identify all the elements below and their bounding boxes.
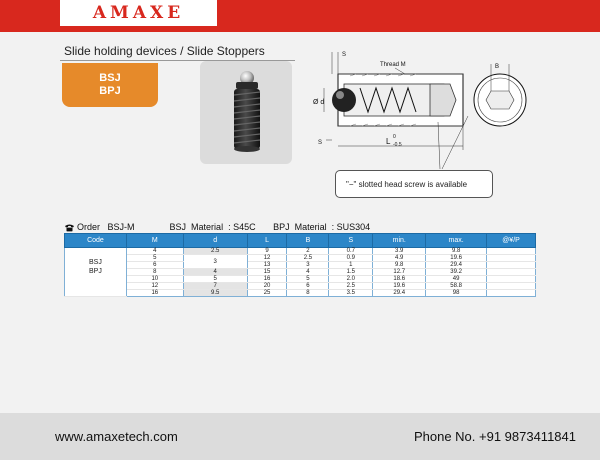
dim-l: L bbox=[386, 137, 391, 146]
cell-min: 18.6 bbox=[373, 276, 426, 283]
badge-line-bpj: BPJ bbox=[99, 85, 121, 97]
table-row bbox=[65, 283, 536, 290]
cell-price bbox=[487, 290, 536, 297]
header-max: max. bbox=[426, 234, 487, 248]
cell-m: 5 bbox=[126, 255, 183, 262]
product-photo bbox=[200, 61, 292, 164]
cell-l: 9 bbox=[247, 248, 287, 255]
page-title: Slide holding devices / Slide Stoppers bbox=[64, 44, 265, 58]
dim-s-top: S bbox=[342, 52, 347, 58]
cell-max: 29.4 bbox=[426, 262, 487, 269]
spec-table bbox=[64, 233, 536, 297]
cell-s: 0.7 bbox=[329, 248, 373, 255]
header-price: @¥/P bbox=[487, 234, 536, 248]
dim-l-tol-upper: 0 bbox=[393, 134, 396, 140]
cell-min: 19.6 bbox=[373, 283, 426, 290]
table-row bbox=[65, 276, 536, 283]
cell-m: 12 bbox=[126, 283, 183, 290]
thread-label: Thread M bbox=[380, 62, 406, 68]
cell-price bbox=[487, 283, 536, 290]
cell-b: 4 bbox=[287, 269, 329, 276]
cell-d: 4 bbox=[183, 269, 247, 276]
order-label: Order bbox=[77, 222, 101, 232]
cell-price bbox=[487, 269, 536, 276]
technical-drawing bbox=[310, 44, 540, 179]
header-d: d bbox=[183, 234, 247, 248]
bsj-material: BSJ Material : S45C bbox=[169, 222, 256, 232]
header-b: B bbox=[287, 234, 329, 248]
table-row bbox=[65, 262, 536, 269]
dim-b: B bbox=[495, 64, 500, 70]
logo-text: AMAXE bbox=[92, 3, 185, 23]
cell-l: 12 bbox=[247, 255, 287, 262]
table-row bbox=[65, 255, 536, 262]
cell-l: 20 bbox=[247, 283, 287, 290]
footer-bar bbox=[0, 413, 600, 460]
dim-s-bottom: S bbox=[318, 140, 323, 146]
cell-d: 5 bbox=[183, 276, 247, 283]
table-row bbox=[65, 269, 536, 276]
code-bsj: BSJ bbox=[89, 259, 102, 266]
cell-s: 1 bbox=[329, 262, 373, 269]
cell-d: 7 bbox=[183, 283, 247, 290]
cell-s: 0.9 bbox=[329, 255, 373, 262]
cell-price bbox=[487, 255, 536, 262]
brand-logo[interactable] bbox=[60, 0, 217, 26]
phone-icon bbox=[64, 223, 75, 232]
cell-min: 12.7 bbox=[373, 269, 426, 276]
cell-s: 2.5 bbox=[329, 283, 373, 290]
bpj-material: BPJ Material : SUS304 bbox=[273, 222, 371, 232]
badge-line-bsj: BSJ bbox=[99, 72, 121, 84]
product-badge bbox=[62, 63, 158, 107]
cell-b: 3 bbox=[287, 262, 329, 269]
table-row bbox=[65, 248, 536, 255]
cell-d: 2.5 bbox=[183, 248, 247, 255]
website-link[interactable]: www.amaxetech.com bbox=[55, 429, 178, 444]
code-bpj: BPJ bbox=[89, 268, 102, 275]
table-header-row bbox=[65, 234, 536, 248]
cell-m: 6 bbox=[126, 262, 183, 269]
cell-max: 19.6 bbox=[426, 255, 487, 262]
note-box: "−" slotted head screw is available bbox=[335, 170, 493, 198]
cell-m: 8 bbox=[126, 269, 183, 276]
cell-s: 3.5 bbox=[329, 290, 373, 297]
cell-l: 15 bbox=[247, 269, 287, 276]
header-min: min. bbox=[373, 234, 426, 248]
cell-l: 16 bbox=[247, 276, 287, 283]
cell-d: 9.5 bbox=[183, 290, 247, 297]
order-line bbox=[64, 222, 370, 232]
cell-max: 98 bbox=[426, 290, 487, 297]
code-cell bbox=[65, 248, 127, 297]
cell-max: 39.2 bbox=[426, 269, 487, 276]
cell-b: 2.5 bbox=[287, 255, 329, 262]
cell-b: 6 bbox=[287, 283, 329, 290]
cell-min: 9.8 bbox=[373, 262, 426, 269]
dim-d: Ø d bbox=[313, 99, 325, 106]
table-row bbox=[65, 290, 536, 297]
cell-price bbox=[487, 248, 536, 255]
cell-min: 29.4 bbox=[373, 290, 426, 297]
cell-b: 8 bbox=[287, 290, 329, 297]
cell-min: 3.9 bbox=[373, 248, 426, 255]
phone-number: Phone No. +91 9873411841 bbox=[413, 429, 576, 444]
order-code: BSJ-M bbox=[107, 222, 135, 232]
header-m: M bbox=[126, 234, 183, 248]
cell-price bbox=[487, 276, 536, 283]
cell-m: 10 bbox=[126, 276, 183, 283]
header-s: S bbox=[329, 234, 373, 248]
cell-b: 2 bbox=[287, 248, 329, 255]
cell-s: 1.5 bbox=[329, 269, 373, 276]
cell-m: 16 bbox=[126, 290, 183, 297]
cell-max: 49 bbox=[426, 276, 487, 283]
cell-b: 5 bbox=[287, 276, 329, 283]
cell-price bbox=[487, 262, 536, 269]
cell-max: 58.8 bbox=[426, 283, 487, 290]
header-l: L bbox=[247, 234, 287, 248]
dim-l-tol-lower: -0.5 bbox=[393, 142, 402, 148]
cell-l: 13 bbox=[247, 262, 287, 269]
header-code: Code bbox=[65, 234, 127, 248]
cell-l: 25 bbox=[247, 290, 287, 297]
cell-max: 9.8 bbox=[426, 248, 487, 255]
cell-m: 4 bbox=[126, 248, 183, 255]
cell-min: 4.9 bbox=[373, 255, 426, 262]
cell-s: 2.0 bbox=[329, 276, 373, 283]
header-bar bbox=[0, 0, 600, 32]
ball-plunger-image bbox=[200, 61, 292, 164]
cell-d: 3 bbox=[183, 255, 247, 269]
